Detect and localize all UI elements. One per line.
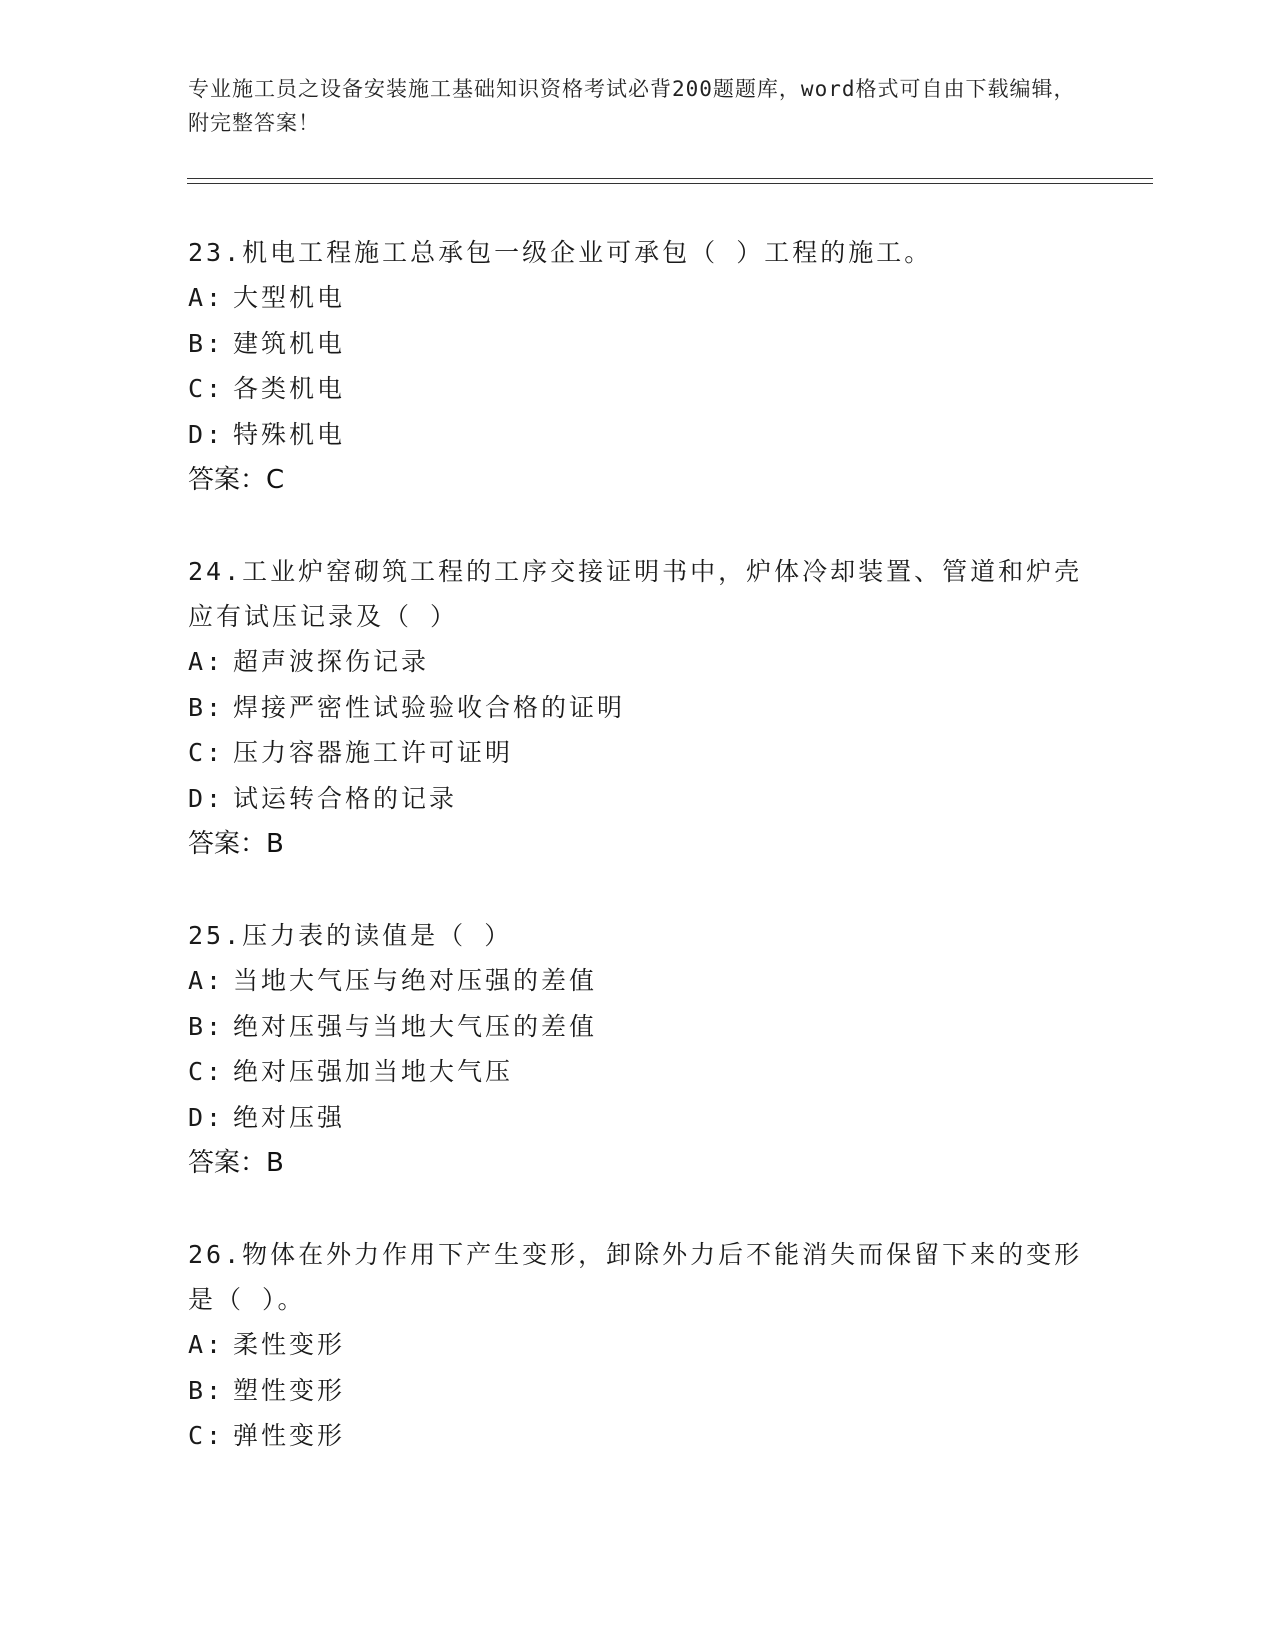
option-b [188,685,1088,731]
question-stem: 26.物体在外力作用下产生变形，卸除外力后不能消失而保留下来的变形是（ ）。 [188,1240,1083,1314]
option-c [188,1049,1088,1095]
question-stem: 23.机电工程施工总承包一级企业可承包（ ）工程的施工。 [188,238,933,267]
option-label: A: [188,1330,225,1359]
option-d [188,1095,1088,1141]
option-text: 弹性变形 [233,1421,346,1450]
option-text: 试运转合格的记录 [233,783,458,813]
option-a [188,639,1088,685]
header-divider-top [187,178,1153,179]
option-c [188,366,1088,412]
option-text: 当地大气压与绝对压强的差值 [233,966,598,995]
option-a [188,275,1088,321]
answer-line: 答案：C [188,465,285,495]
option-label: B: [188,692,225,722]
question-25 [188,913,1088,1186]
option-label: A: [188,283,225,312]
option-d [188,412,1088,458]
option-d [188,776,1088,822]
option-text: 塑性变形 [233,1375,346,1405]
question-stem: 25.压力表的读值是（ ） [188,921,513,950]
option-a [188,958,1088,1004]
option-label: A: [188,966,225,995]
question-26 [188,1232,1088,1459]
option-label: C: [188,1057,225,1086]
question-24 [188,549,1088,867]
option-text: 超声波探伤记录 [233,647,430,676]
option-label: B: [188,328,225,358]
option-text: 特殊机电 [233,419,346,449]
option-c [188,730,1088,776]
option-text: 绝对压强加当地大气压 [233,1057,514,1086]
option-b [188,1368,1088,1414]
option-text: 柔性变形 [233,1330,346,1359]
option-label: C: [188,374,225,403]
question-stem: 24.工业炉窑砌筑工程的工序交接证明书中，炉体冷却装置、管道和炉壳应有试压记录及（ ） [188,557,1083,631]
answer-line: 答案：B [188,829,284,859]
option-label: B: [188,1375,225,1405]
option-label: D: [188,783,225,813]
option-label: C: [188,738,225,767]
document-header: 专业施工员之设备安装施工基础知识资格考试必背200题题库，word格式可自由下载编辑，附完整答案！ [188,77,1076,135]
option-text: 各类机电 [233,374,346,403]
option-c [188,1413,1088,1459]
answer-line: 答案：B [188,1148,284,1178]
option-label: C: [188,1421,225,1450]
option-b [188,321,1088,367]
option-label: D: [188,419,225,449]
option-text: 绝对压强 [233,1102,346,1132]
option-text: 建筑机电 [233,328,346,358]
question-23 [188,230,1088,503]
option-b [188,1004,1088,1050]
option-a [188,1322,1088,1368]
option-text: 压力容器施工许可证明 [233,738,514,767]
option-label: B: [188,1011,225,1041]
header-divider-bottom [187,183,1153,184]
question-list [188,230,1088,1505]
option-label: A: [188,647,225,676]
option-label: D: [188,1102,225,1132]
option-text: 大型机电 [233,283,346,312]
option-text: 绝对压强与当地大气压的差值 [233,1011,598,1041]
option-text: 焊接严密性试验验收合格的证明 [233,692,626,722]
